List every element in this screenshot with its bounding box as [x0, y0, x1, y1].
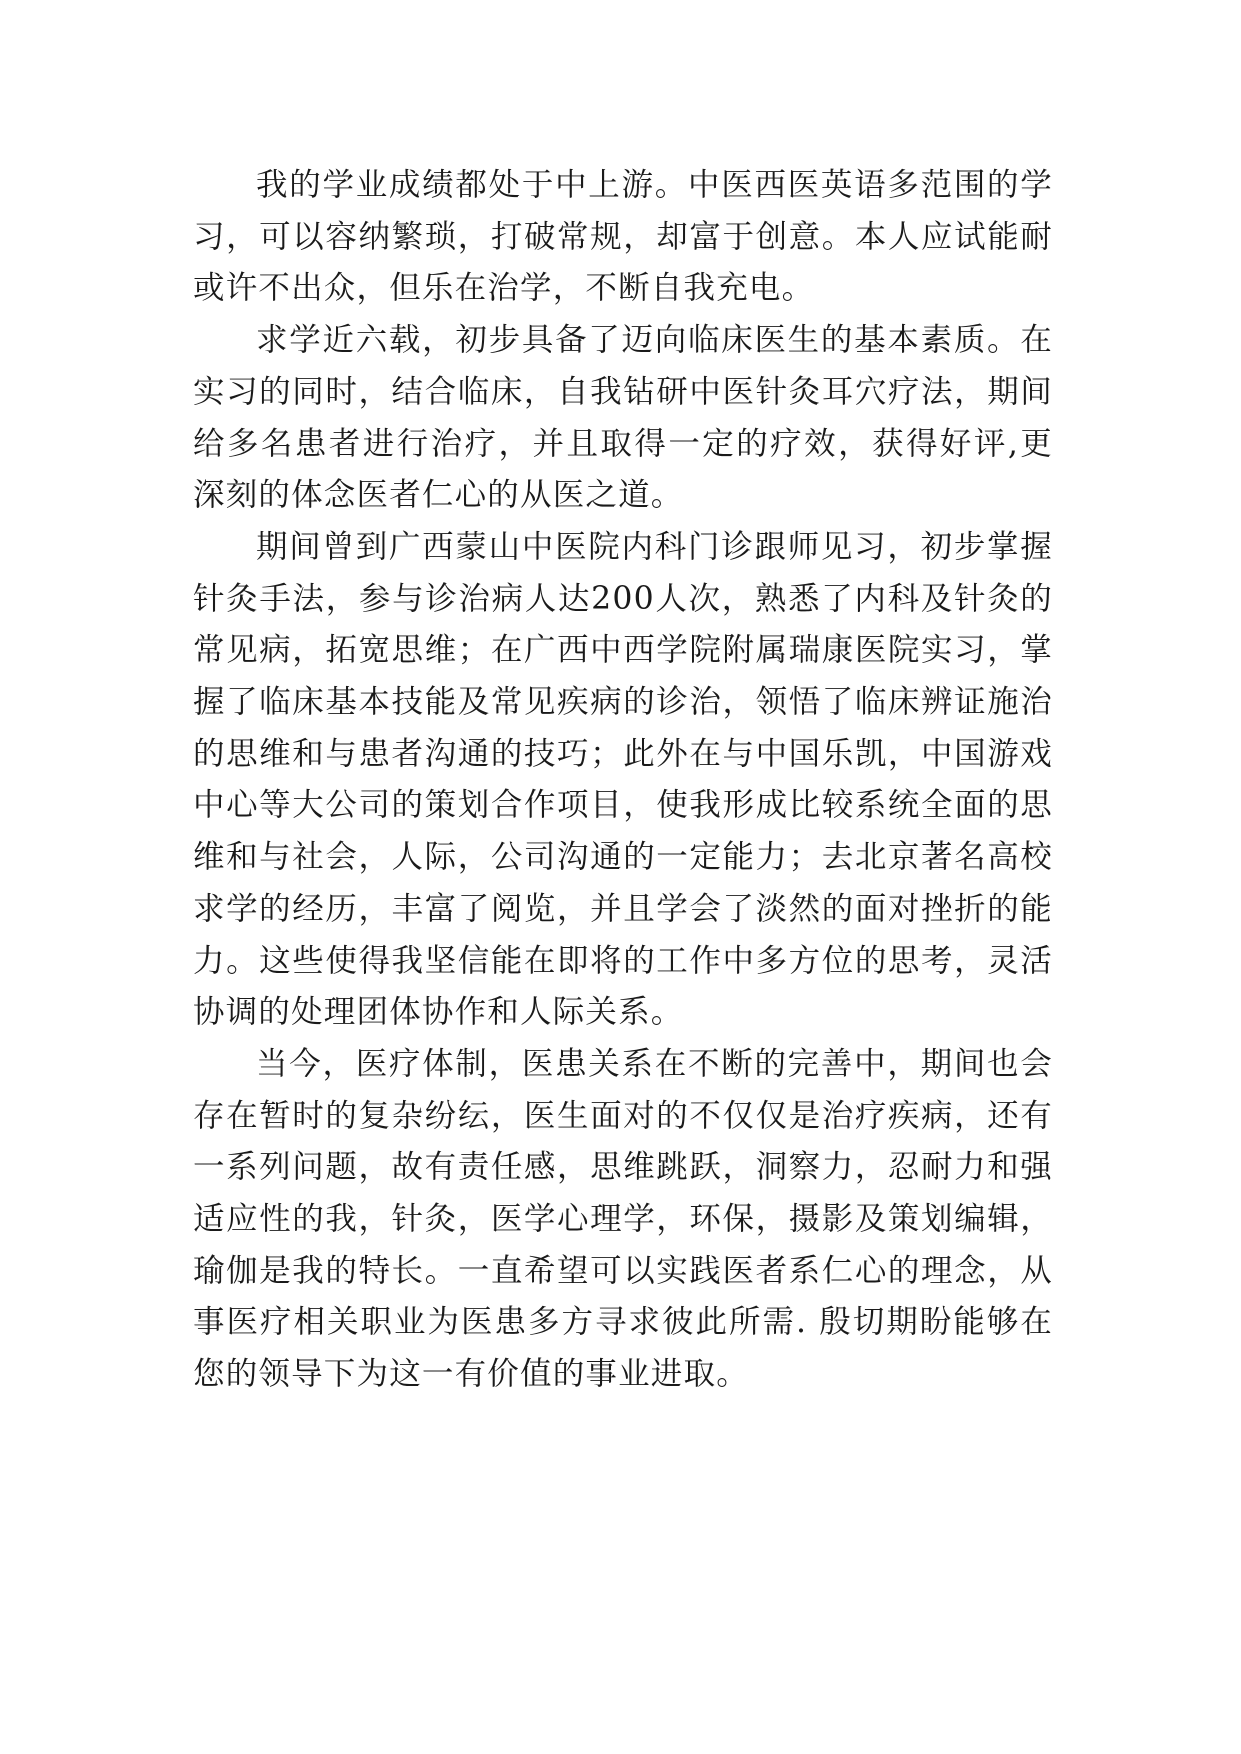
- paragraph-clinical-study: 求学近六载，初步具备了迈向临床医生的基本素质。在实习的同时，结合临床，自我钻研中医针灸耳穴疗法，期间给多名患者进行治疗，并且取得一定的疗效，获得好评,更深刻的体念医者仁心的从医之道。: [193, 322, 1053, 514]
- document-body: [193, 160, 1053, 1401]
- paragraph-academic-performance: 我的学业成绩都处于中上游。中医西医英语多范围的学习，可以容纳繁琐，打破常规，却富于创意。本人应试能耐或许不出众，但乐在治学，不断自我充电。: [193, 167, 1053, 307]
- paragraph-career-aspiration: 当今，医疗体制，医患关系在不断的完善中，期间也会存在暂时的复杂纷纭，医生面对的不仅仅是治疗疾病，还有一系列问题，故有责任感，思维跳跃，洞察力，忍耐力和强适应性的我，针灸，医学心理学，环保，摄影及策划编辑，瑜伽是我的特长。一直希望可以实践医者系仁心的理念，从事医疗相关职业为医患多方寻求彼此所需. 殷切期盼能够在您的领导下为这一有价值的事业进取。: [193, 1045, 1053, 1393]
- paragraph-internship-experience: 期间曾到广西蒙山中医院内科门诊跟师见习，初步掌握针灸手法，参与诊治病人达200人次，熟悉了内科及针灸的常见病，拓宽思维；在广西中西学院附属瑞康医院实习，掌握了临床基本技能及常见疾病的诊治，领悟了临床辨证施治的思维和与患者沟通的技巧；此外在与中国乐凯，中国游戏中心等大公司的策划合作项目，使我形成比较系统全面的思维和与社会，人际，公司沟通的一定能力；去北京著名高校求学的经历，丰富了阅览，并且学会了淡然的面对挫折的能力。这些使得我坚信能在即将的工作中多方位的思考，灵活协调的处理团体协作和人际关系。: [193, 528, 1053, 1031]
